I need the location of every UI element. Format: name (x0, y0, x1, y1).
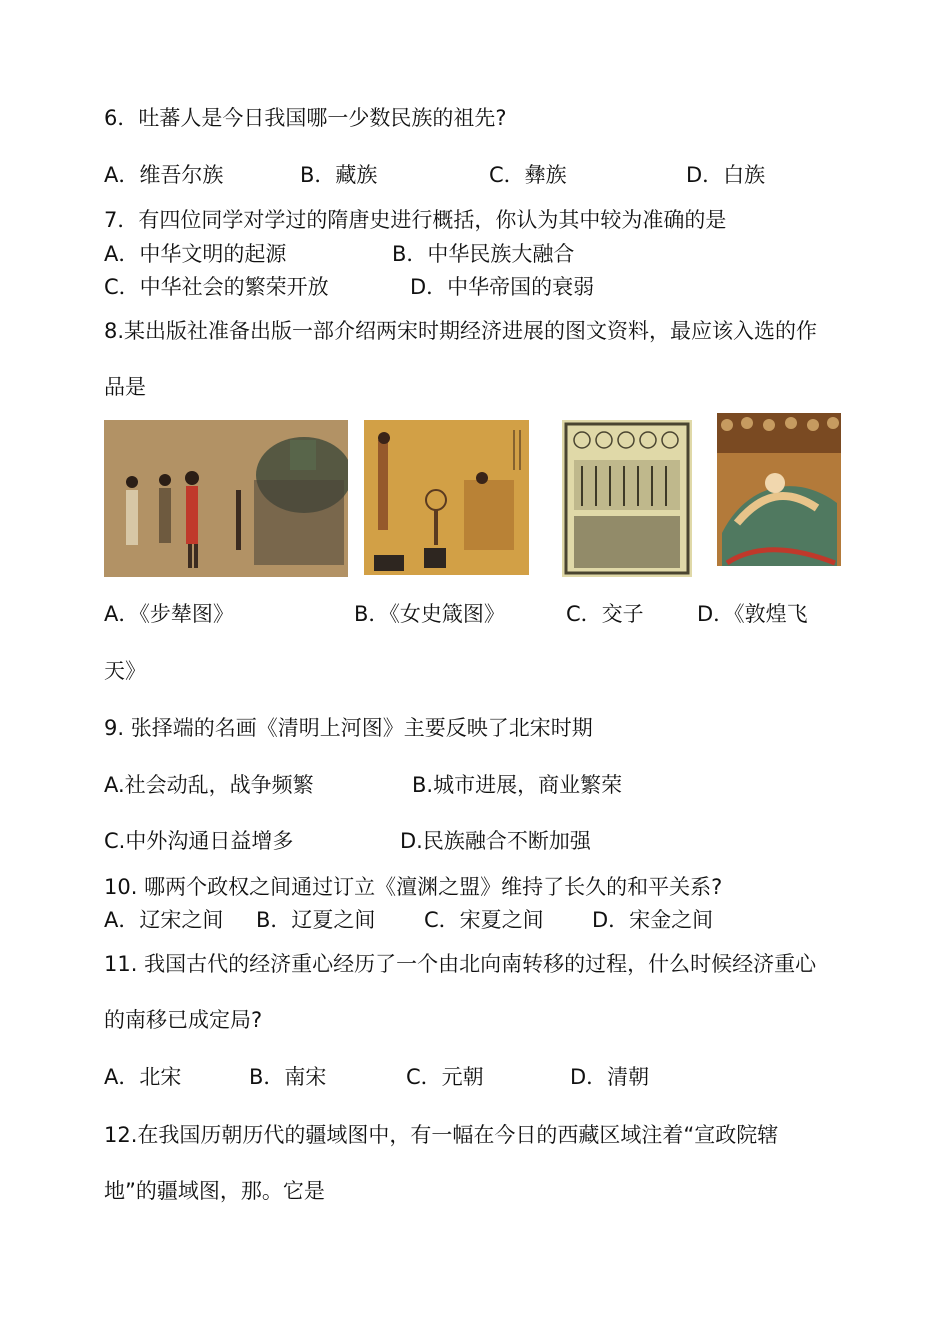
q7-option-c: C．中华社会的繁荣开放 (104, 275, 329, 299)
q11-option-b: B．南宋 (249, 1065, 327, 1089)
q7-option-a: A．中华文明的起源 (104, 242, 287, 266)
painting-nushizhen-image (364, 420, 529, 575)
q10-stem: 10. 哪两个政权之间通过订立《澶渊之盟》维持了长久的和平关系? (104, 875, 723, 899)
q6-option-b: B．藏族 (300, 163, 378, 187)
q9-option-a: A.社会动乱，战争频繁 (104, 773, 314, 797)
q11-option-a: A．北宋 (104, 1065, 182, 1089)
painting-bunian-image (104, 420, 348, 577)
q9-stem: 9. 张择端的名画《清明上河图》主要反映了北宋时期 (104, 716, 593, 740)
q6-option-c: C．彝族 (489, 163, 567, 187)
q10-option-a: A．辽宋之间 (104, 908, 224, 932)
q11-stem-line1: 11. 我国古代的经济重心经历了一个由北向南转移的过程，什么时候经济重心 (104, 952, 817, 976)
q7-option-b: B．中华民族大融合 (392, 242, 575, 266)
q9-option-d: D.民族融合不断加强 (400, 829, 591, 853)
q12-stem-line2: 地”的疆域图，那。它是 (104, 1179, 325, 1203)
q7-stem: 7．有四位同学对学过的隋唐史进行概括，你认为其中较为准确的是 (104, 208, 727, 232)
q8-option-d: D．《敦煌飞 (697, 602, 808, 626)
q8-option-c: C．交子 (566, 602, 644, 626)
q8-option-b: B．《女史箴图》 (354, 602, 505, 626)
q9-option-b: B.城市进展，商业繁荣 (412, 773, 623, 797)
q12-stem-line1: 12.在我国历朝历代的疆域图中，有一幅在今日的西藏区域注着“宣政院辖 (104, 1123, 779, 1147)
dunhuang-feitian-image (717, 413, 841, 566)
q11-stem-line2: 的南移已成定局? (104, 1008, 263, 1032)
q8-stem-line1: 8.某出版社准备出版一部介绍两宋时期经济进展的图文资料，最应该入选的作 (104, 319, 818, 343)
q8-option-a: A．《步辇图》 (104, 602, 234, 626)
q10-option-c: C．宋夏之间 (424, 908, 544, 932)
q9-option-c: C.中外沟通日益增多 (104, 829, 294, 853)
q8-option-d-continued: 天》 (104, 659, 146, 683)
q10-option-b: B．辽夏之间 (256, 908, 376, 932)
q6-option-a: A．维吾尔族 (104, 163, 224, 187)
q8-stem-line2: 品是 (104, 375, 146, 399)
q11-option-c: C．元朝 (406, 1065, 484, 1089)
q10-option-d: D．宋金之间 (592, 908, 714, 932)
q7-option-d: D．中华帝国的衰弱 (410, 275, 595, 299)
q6-option-d: D．白族 (686, 163, 766, 187)
q11-option-d: D．清朝 (570, 1065, 650, 1089)
q6-stem: 6．吐蕃人是今日我国哪一少数民族的祖先? (104, 106, 507, 130)
jiaozi-print-image (562, 420, 692, 577)
